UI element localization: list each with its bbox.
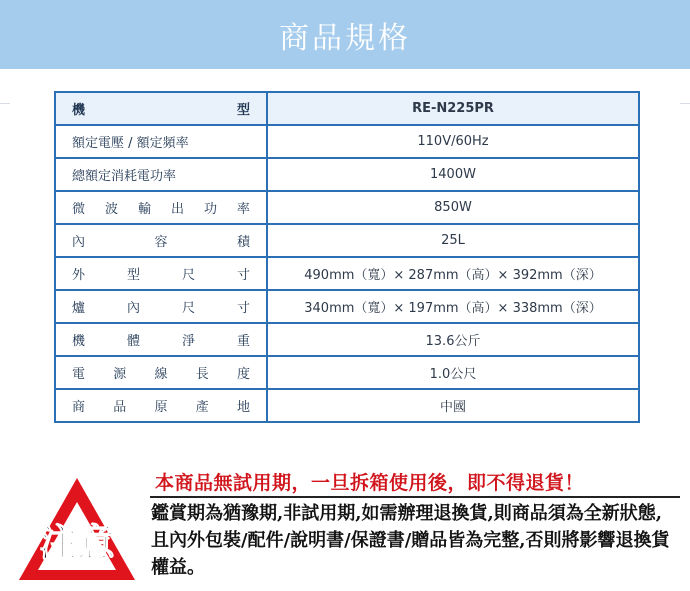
right-divider [680,103,690,104]
spec-row [55,92,639,125]
spec-row [55,125,639,158]
spec-value: 1.0公尺 [267,356,639,389]
spec-value: RE-N225PR [267,92,639,125]
page-title: 商品規格 [279,20,411,56]
return-policy-notice [0,460,690,591]
spec-row [55,158,639,191]
spec-value: 110V/60Hz [267,125,639,158]
spec-value: 25L [267,224,639,257]
spec-label [55,191,267,224]
spec-label-text: 微 波 輸 出 功 率 [72,202,250,217]
spec-row [55,290,639,323]
spec-row [55,224,639,257]
spec-label [55,257,267,290]
spec-label-text: 機 體 淨 重 [72,334,250,349]
spec-label-text: 商 品 原 產 地 [72,400,250,415]
spec-label [55,389,267,422]
spec-row [55,323,639,356]
spec-label-text: 爐 內 尺 寸 [72,301,250,316]
spec-row [55,389,639,422]
spec-label-text: 內 容 積 [72,235,250,250]
spec-label [55,125,267,158]
spec-label-text: 外 型 尺 寸 [72,268,250,283]
spec-label [55,92,267,125]
spec-value: 中國 [267,389,639,422]
spec-value: 13.6公斤 [267,323,639,356]
spec-table [54,91,640,423]
spec-value: 490mm（寬）× 287mm（高）× 392mm（深） [267,257,639,290]
spec-row [55,257,639,290]
spec-label [55,290,267,323]
spec-row [55,356,639,389]
header-banner [0,0,690,69]
spec-value: 850W [267,191,639,224]
spec-value: 1400W [267,158,639,191]
spec-row [55,191,639,224]
warning-sign-text: 注意 [38,521,116,565]
left-divider [0,103,10,104]
spec-value: 340mm（寬）× 197mm（高）× 338mm（深） [267,290,639,323]
notice-body: 鑑賞期為猶豫期,非試用期,如需辦理退換貨,則商品須為全新狀態,且內外包裝/配件/說明書/保證書/贈品皆為完整,否則將影響退換貨權益。 [151,503,670,578]
warning-triangle-icon [15,474,139,586]
spec-label-text: 電 源 線 長 度 [72,367,250,382]
spec-label-text: 總額定消耗電功率 [72,169,177,184]
spec-label-text: 機 型 [72,103,250,118]
spec-label-text: 額定電壓 / 額定頻率 [72,136,189,151]
spec-label [55,224,267,257]
notice-title: 本商品無試用期，一旦拆箱使用後，即不得退貨！ [155,472,585,494]
spec-label [55,356,267,389]
spec-label [55,323,267,356]
spec-label [55,158,267,191]
notice-underline [150,496,680,498]
